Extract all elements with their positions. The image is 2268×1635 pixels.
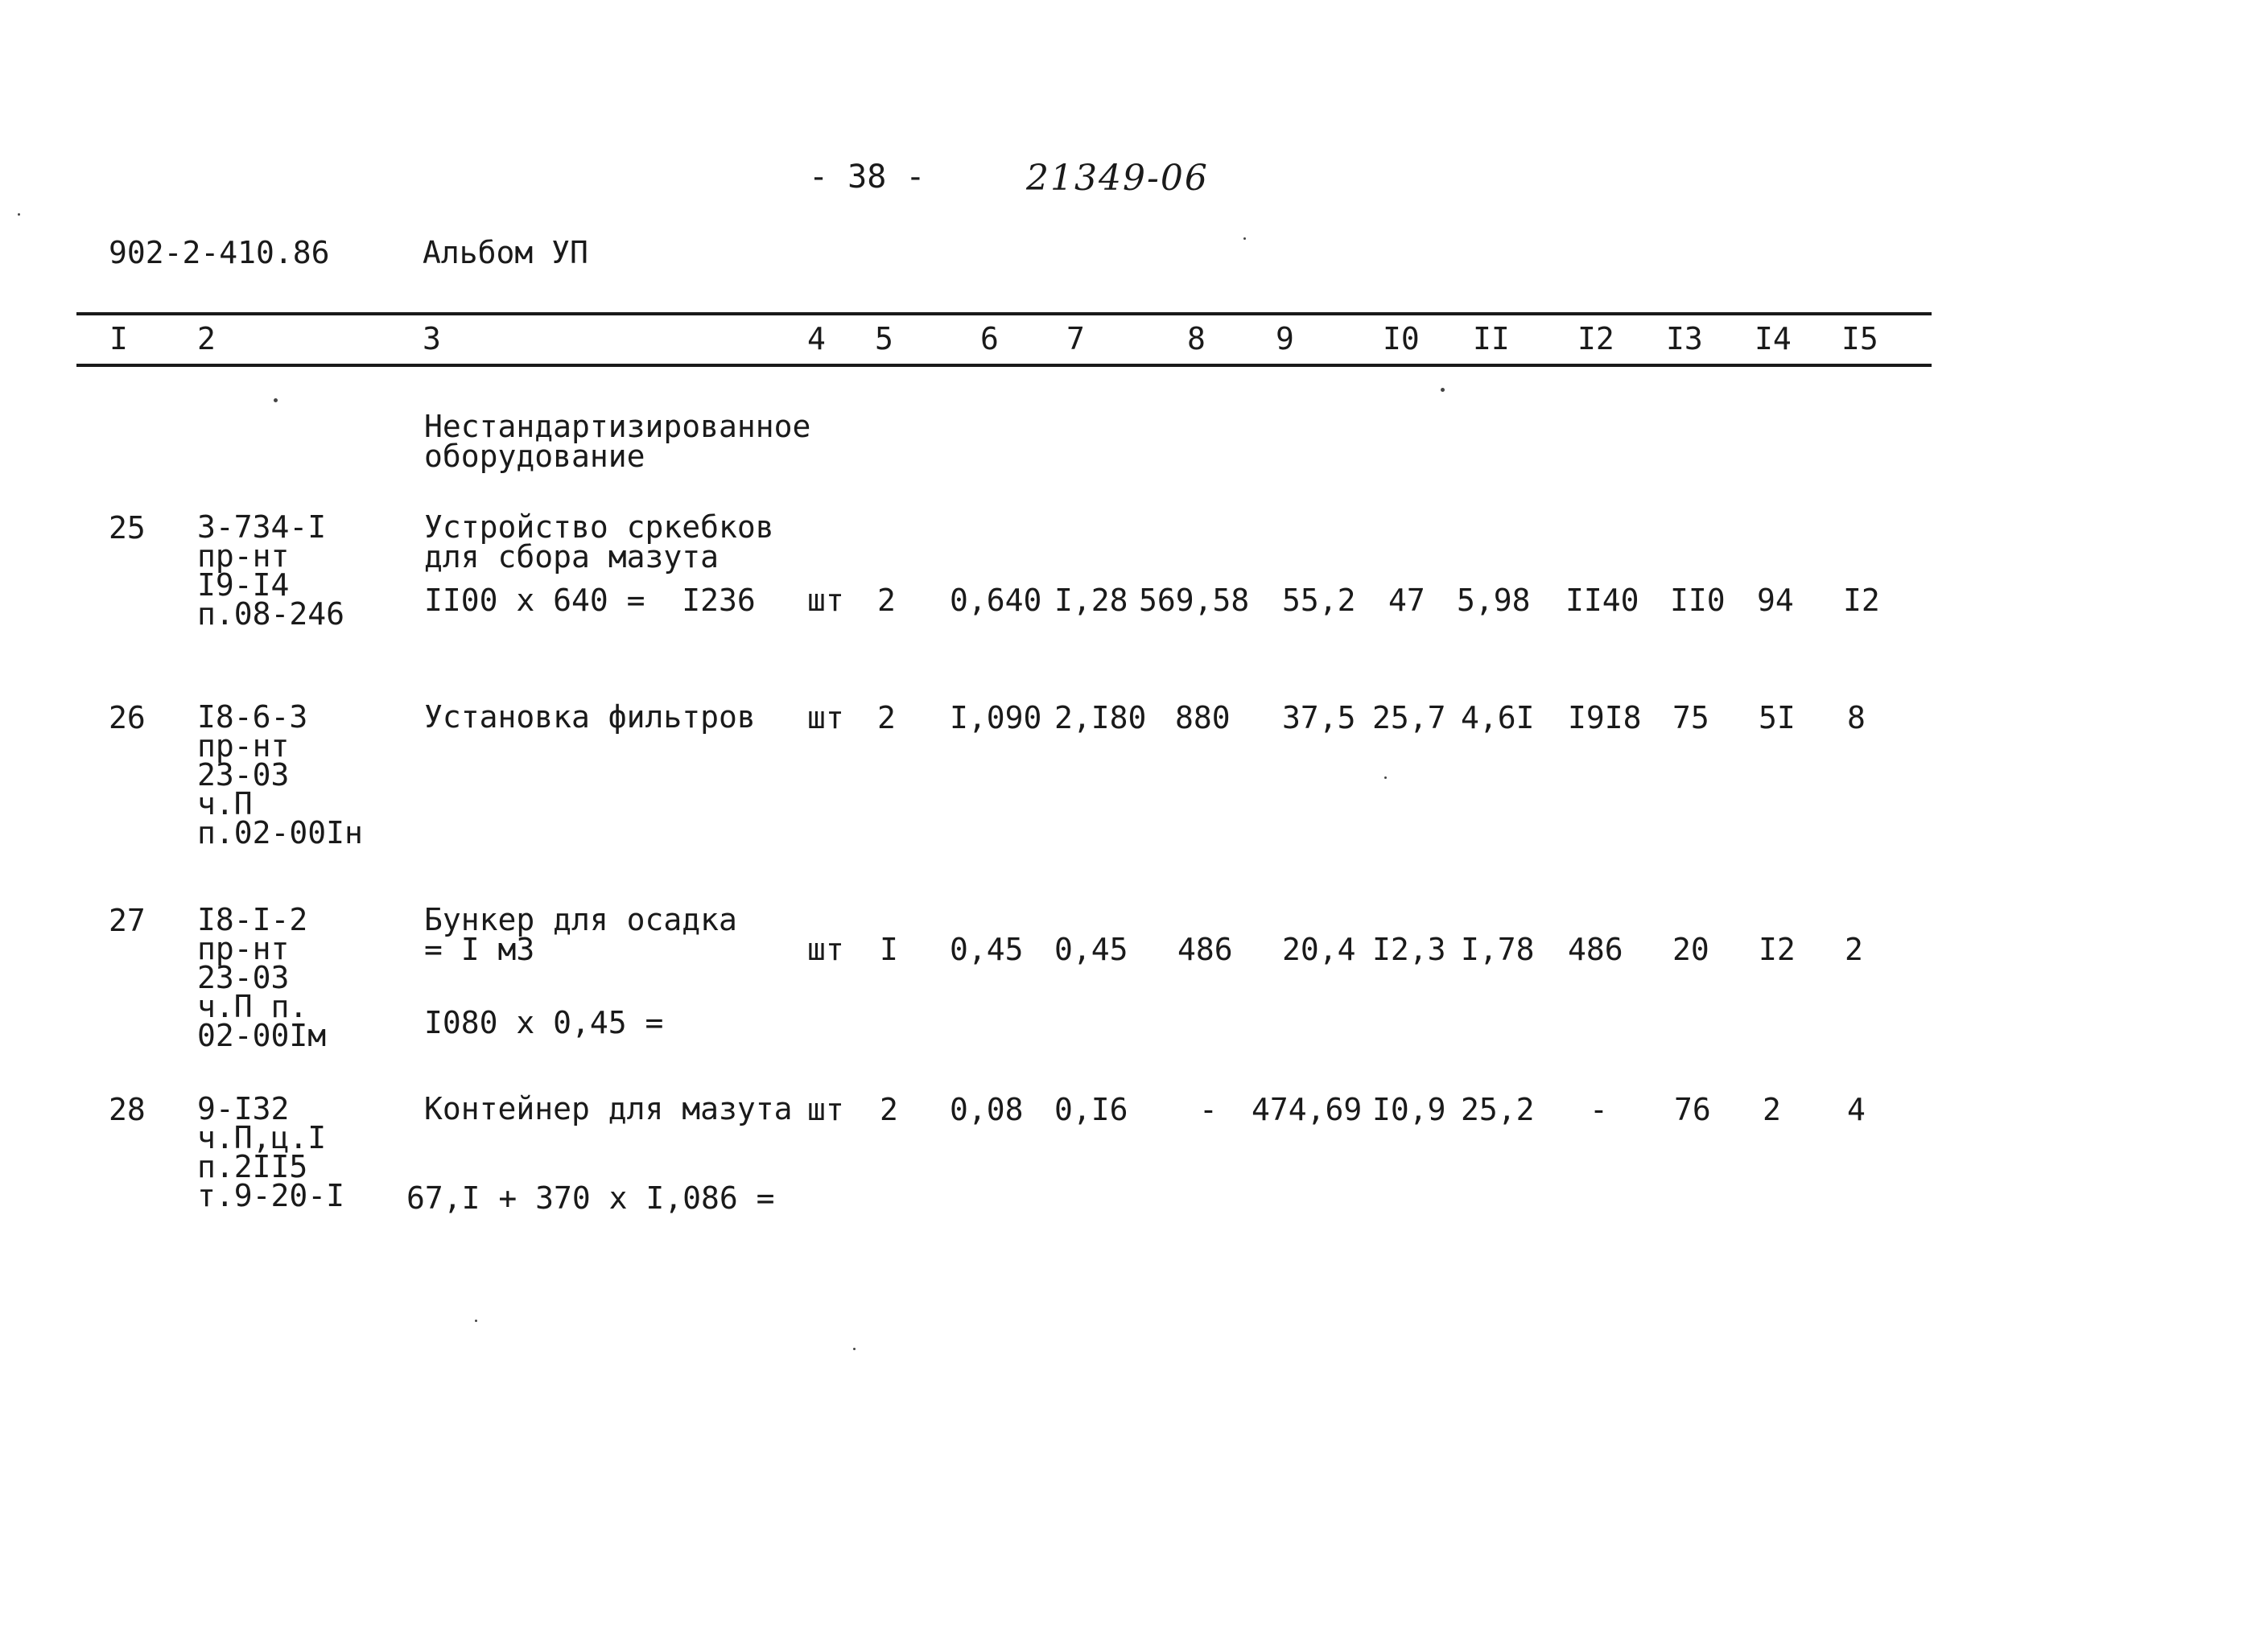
column-header: 3: [423, 321, 441, 356]
row-col10: 25,7: [1372, 700, 1446, 735]
row-col8: 486: [1177, 932, 1233, 967]
row-col10: I2,3: [1372, 932, 1446, 967]
row-unit: шт: [807, 932, 844, 967]
scan-speck: [853, 1348, 856, 1350]
scan-speck: [18, 213, 20, 216]
row-code: I8-I-2 пр-нт 23-03 ч.П п. 02-00Iм: [197, 902, 327, 1053]
row-col6: 0,640: [950, 583, 1042, 618]
row-col14: 5I: [1759, 700, 1796, 735]
row-unit: шт: [807, 583, 844, 618]
row-col15: I2: [1843, 583, 1880, 618]
row-col9: 37,5: [1282, 700, 1356, 735]
row-col13: 75: [1672, 700, 1709, 735]
row-col14: I2: [1759, 932, 1796, 967]
row-col7: 0,I6: [1054, 1092, 1128, 1127]
row-col6: 0,45: [950, 932, 1024, 967]
column-header: I: [109, 321, 128, 356]
row-col15: 8: [1847, 700, 1866, 735]
row-col6: I,090: [950, 700, 1042, 735]
row-unit: шт: [807, 1092, 844, 1127]
row-number: 25: [109, 510, 146, 546]
row-col15: 4: [1847, 1092, 1866, 1127]
column-header: 8: [1187, 321, 1206, 356]
section-title: Нестандартизированное оборудование: [424, 409, 811, 474]
scan-speck: [1243, 237, 1246, 240]
column-header: I2: [1577, 321, 1614, 356]
column-header: 4: [807, 321, 826, 356]
row-name: Бункер для осадка = I м3: [424, 902, 737, 967]
scan-speck: [1441, 388, 1445, 392]
column-header: I5: [1841, 321, 1878, 356]
row-col9: 55,2: [1282, 583, 1356, 618]
column-header: I0: [1383, 321, 1420, 356]
row-col6: 0,08: [950, 1092, 1024, 1127]
column-header: II: [1473, 321, 1510, 356]
row-col15: 2: [1845, 932, 1863, 967]
row-formula: II00 x 640 = I236: [424, 583, 756, 618]
row-qty: 2: [880, 1092, 898, 1127]
row-code: 3-734-I пр-нт I9-I4 п.08-246: [197, 509, 345, 632]
row-unit: шт: [807, 700, 844, 735]
column-header: I3: [1666, 321, 1703, 356]
row-number: 26: [109, 700, 146, 735]
column-header: 6: [980, 321, 999, 356]
row-col12: I9I8: [1568, 700, 1642, 735]
row-qty: 2: [877, 700, 896, 735]
table-header-rule: [76, 364, 1932, 367]
row-number: 28: [109, 1092, 146, 1127]
handwritten-doc-code: 21349-06: [1026, 158, 1209, 199]
row-col8: -: [1199, 1092, 1218, 1127]
column-header: 9: [1276, 321, 1294, 356]
row-col11: 25,2: [1461, 1092, 1535, 1127]
row-number: 27: [109, 903, 146, 938]
column-header: 7: [1066, 321, 1085, 356]
row-col11: I,78: [1461, 932, 1535, 967]
column-header: 5: [875, 321, 893, 356]
row-col9: 20,4: [1282, 932, 1356, 967]
row-col11: 4,6I: [1461, 700, 1535, 735]
page-number: - 38 -: [809, 159, 926, 196]
row-col12: 486: [1568, 932, 1623, 967]
row-formula: 67,I + 370 x I,086 =: [406, 1180, 775, 1216]
row-col8: 569,58: [1139, 583, 1250, 618]
row-name: Устройство сркебков для сбора мазута: [424, 509, 774, 575]
row-col7: 2,I80: [1054, 700, 1147, 735]
table-top-rule: [76, 312, 1932, 315]
row-col14: 94: [1757, 583, 1794, 618]
row-col11: 5,98: [1457, 583, 1531, 618]
column-header: I4: [1755, 321, 1792, 356]
project-code: 902-2-410.86: [109, 235, 330, 270]
row-col13: II0: [1670, 583, 1726, 618]
row-formula: I080 x 0,45 =: [424, 1005, 664, 1040]
scan-speck: [274, 398, 278, 402]
row-col7: 0,45: [1054, 932, 1128, 967]
row-col14: 2: [1763, 1092, 1781, 1127]
album-label: Альбом УП: [423, 235, 588, 270]
row-col7: I,28: [1054, 583, 1128, 618]
row-col12: II40: [1565, 583, 1639, 618]
scan-speck: [475, 1320, 477, 1322]
row-col8: 880: [1175, 700, 1231, 735]
row-qty: 2: [877, 583, 896, 618]
row-name: Установка фильтров: [424, 699, 756, 735]
row-qty: I: [880, 932, 898, 967]
row-col13: 76: [1674, 1092, 1711, 1127]
row-col10: 47: [1388, 583, 1425, 618]
row-name: Контейнер для мазута: [424, 1091, 793, 1126]
row-col9: 474,69: [1252, 1092, 1363, 1127]
row-col10: I0,9: [1372, 1092, 1446, 1127]
row-col13: 20: [1672, 932, 1709, 967]
scan-speck: [1384, 776, 1387, 779]
row-code: 9-I32 ч.П,ц.I п.2II5 т.9-20-I: [197, 1091, 345, 1213]
row-col12: -: [1590, 1092, 1608, 1127]
column-header: 2: [197, 321, 216, 356]
row-code: I8-6-3 пр-нт 23-03 ч.П п.02-00Iн: [197, 699, 363, 850]
